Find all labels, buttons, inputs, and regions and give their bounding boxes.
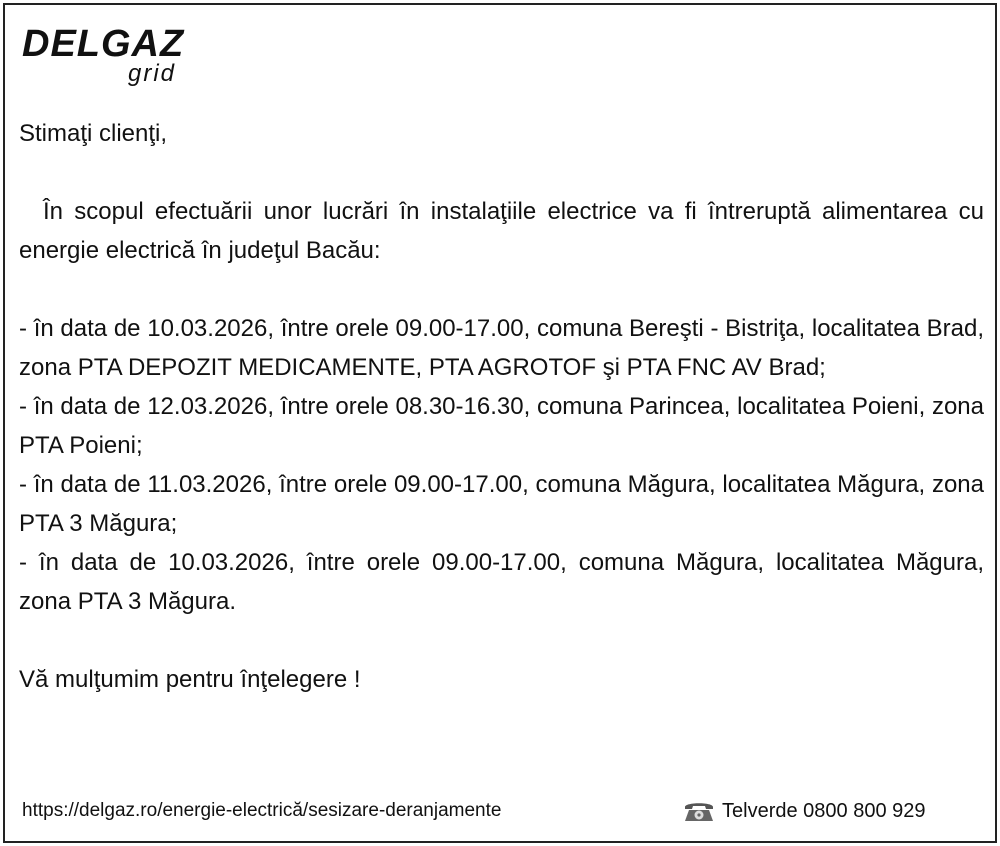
footer-phone: [682, 796, 926, 826]
notice-body: [19, 114, 984, 699]
greeting: Stimaţi clienţi,: [19, 120, 168, 147]
intro-paragraph: În scopul efectuării unor lucrări în instalaţiile electrice va fi întreruptă alimentarea cu energie electrică în judeţul Bacău:: [19, 198, 984, 264]
outage-item-2: - în data de 12.03.2026, între orele 08.30-16.30, comuna Parincea, localitatea Poieni, zona PTA Poieni;: [19, 393, 984, 459]
outage-item-1: - în data de 10.03.2026, între orele 09.00-17.00, comuna Bereşti - Bistriţa, localitatea Brad, zona PTA DEPOZIT MEDICAMENTE, PTA AGROTOF şi PTA FNC AV Brad;: [19, 315, 984, 381]
outage-item-3: - în data de 11.03.2026, între orele 09.00-17.00, comuna Măgura, localitatea Măgura, zona PTA 3 Măgura;: [19, 471, 984, 537]
footer-url: https://delgaz.ro/energie-electrică/sesizare-deranjamente: [22, 800, 502, 821]
logo-sub-text: grid: [128, 60, 177, 87]
phone-number-text: Telverde 0800 800 929: [722, 799, 926, 822]
closing-text: Vă mulţumim pentru înţelegere !: [19, 666, 361, 693]
delgaz-grid-logo: [22, 24, 202, 94]
outage-item-4: - în data de 10.03.2026, între orele 09.00-17.00, comuna Măgura, localitatea Măgura, zona PTA 3 Măgura.: [19, 549, 984, 615]
logo-main-text: DELGAZ: [22, 23, 185, 65]
telephone-icon: [682, 798, 716, 824]
